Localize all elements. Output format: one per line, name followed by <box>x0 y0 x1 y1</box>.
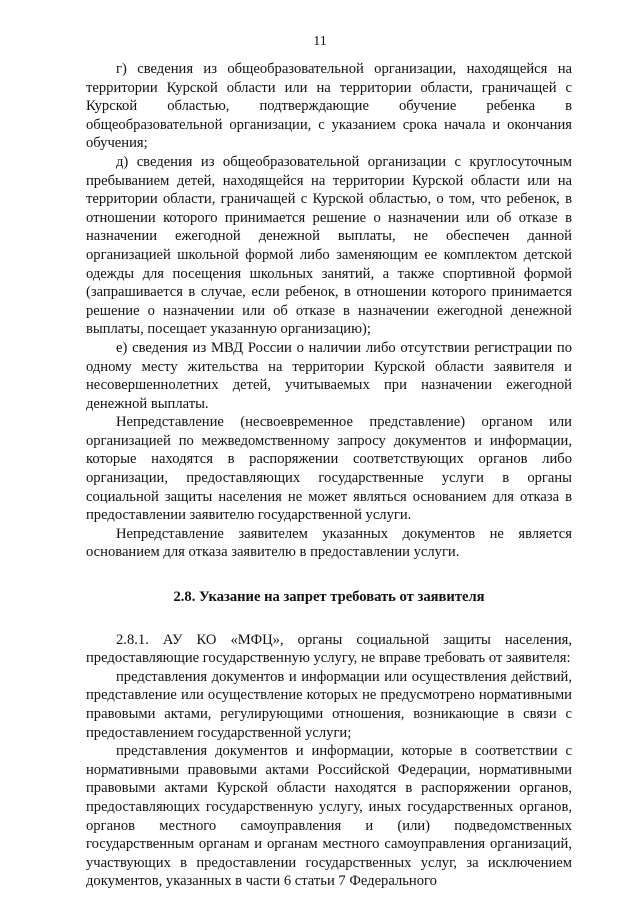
paragraph-prohibited-requirement-1: представления документов и информации или осуществления действий, представление или осуществление которых не предусмотрено нормативными правовыми актами, регулирующими отношения, возникающие в связи с предоставлением государственной услуги; <box>86 668 572 741</box>
paragraph-2-8-1: 2.8.1. АУ КО «МФЦ», органы социальной защиты населения, предоставляющие государственную услугу, не вправе требовать от заявителя: <box>86 631 572 667</box>
document-body <box>86 60 572 891</box>
paragraph-non-submission-by-organ: Непредставление (несвоевременное представление) органом или организацией по межведомственному запросу документов и информации, которые находятся в распоряжении соответствующих органов либо организации, предоставляющих государственные услуги в органы социальной защиты населения не может являться основанием для отказа в предоставлении заявителю государственной услуги. <box>86 414 572 524</box>
paragraph-prohibited-requirement-2: представления документов и информации, которые в соответствии с нормативными правовыми актами Российской Федерации, нормативными правовыми актами Курской области находятся в распоряжении органов, предоставляющих государственную услугу, иных государственных органов, органов местного самоуправления и (или) подведомственных государственным органам и органам местного самоуправления организаций, участвующих в предоставлении государственных услуг, за исключением документов, указанных в части 6 статьи 7 Федерального <box>86 743 572 890</box>
paragraph-item-e: е) сведения из МВД России о наличии либо отсутствии регистрации по одному месту жительства на территории Курской области заявителя и несовершеннолетних детей, учитываемых при назначении ежегодной денежной выплаты. <box>86 339 572 412</box>
paragraph-item-g: г) сведения из общеобразовательной организации, находящейся на территории Курской области или на территории области, граничащей с Курской областью, подтверждающие обучение ребенка в общеобразовательной организации, с указанием срока начала и окончания обучения; <box>86 61 572 152</box>
section-heading: 2.8. Указание на запрет требовать от заявителя <box>173 589 485 606</box>
paragraph-non-submission-by-applicant: Непредставление заявителем указанных документов не является основанием для отказа заявителю в предоставлении услуги. <box>86 525 572 561</box>
paragraph-item-d: д) сведения из общеобразовательной организации с круглосуточным пребыванием детей, находящейся на территории Курской области или на территории области, граничащей с Курской областью, о том, что ребенок, в отношении которого принимается решение о назначении или об отказе в назначении ежегодной денежной выплаты, не обеспечен данной организацией школьной формой либо заменяющим ее комплектом детской одежды для посещения школьных занятий, а также спортивной формой (запрашивается в случае, если ребенок, в отношении которого принимается решение о назначении или об отказе в назначении ежегодной денежной выплаты, посещает указанную организацию); <box>86 153 572 338</box>
page-number: 11 <box>313 34 327 49</box>
